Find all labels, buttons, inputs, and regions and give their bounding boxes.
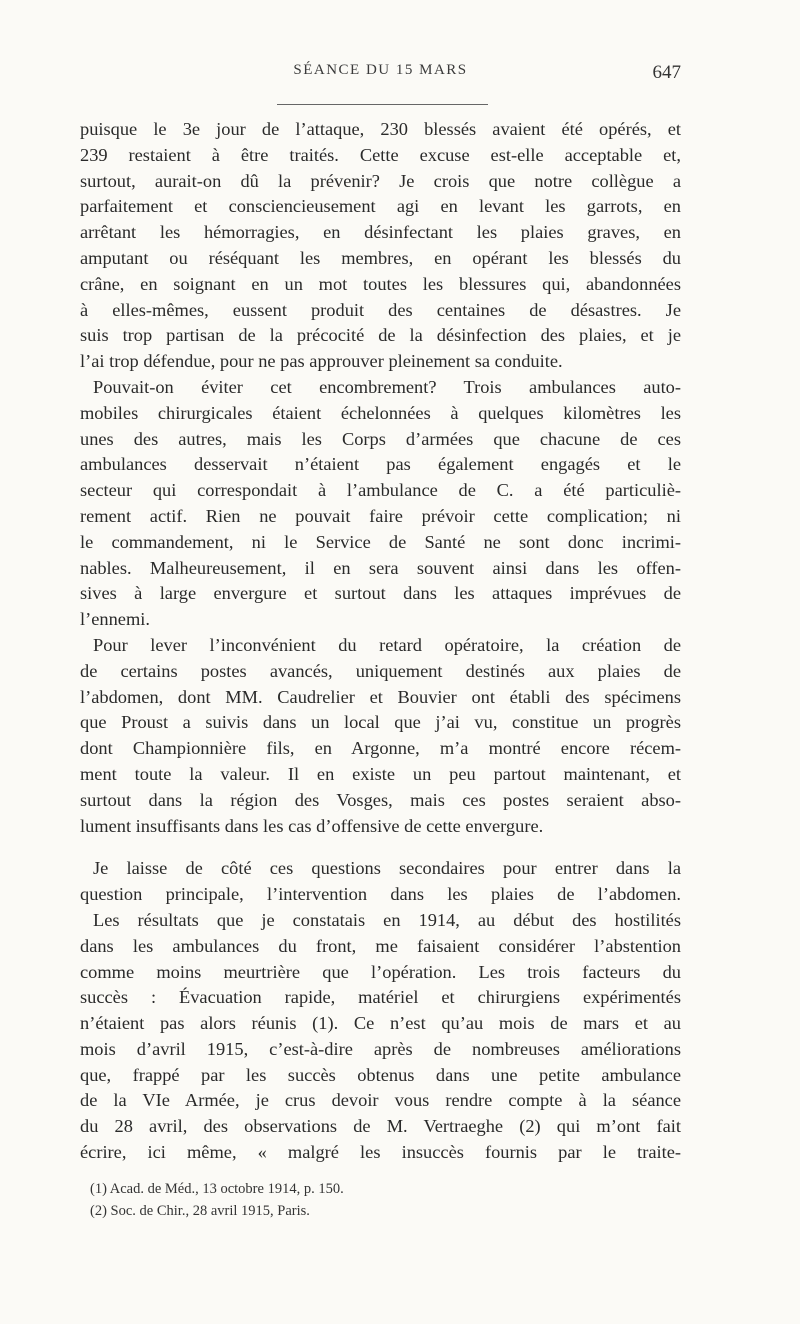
text-line: Pour lever l’inconvénient du retard opératoire, la création de xyxy=(93,634,681,655)
text-line: secteur qui correspondait à l’ambulance de C. a été particuliè- xyxy=(80,480,681,501)
text-line: rement actif. Rien ne pouvait faire prévoir cette complication; ni xyxy=(80,505,681,526)
text-line: comme moins meurtrière que l’opération. Les trois facteurs du xyxy=(80,961,681,982)
text-line: mois d’avril 1915, c’est-à-dire après de nombreuses améliorations xyxy=(80,1038,681,1059)
text-line: n’étaient pas alors réunis (1). Ce n’est qu’au mois de mars et au xyxy=(80,1013,681,1034)
text-line: succès : Évacuation rapide, matériel et chirurgiens expérimentés xyxy=(80,987,681,1008)
text-line: le commandement, ni le Service de Santé ne sont donc incrimi- xyxy=(80,531,681,552)
text-line: suis trop partisan de la précocité de la désinfection des plaies, et je xyxy=(80,325,681,346)
text-line: à elles-mêmes, eussent produit des centaines de désastres. Je xyxy=(80,299,681,320)
text-line: Les résultats que je constatais en 1914, au début des hostilités xyxy=(93,909,681,930)
text-line: unes des autres, mais les Corps d’armées que chacune de ces xyxy=(80,428,681,449)
text-line: l’abdomen, dont MM. Caudrelier et Bouvier ont établi des spécimens xyxy=(80,686,681,707)
text-line: ambulances desservait n’étaient pas également engagés et le xyxy=(80,454,681,475)
footnotes xyxy=(90,1178,650,1222)
text-line: dont Championnière fils, en Argonne, m’a montré encore récem- xyxy=(80,738,681,759)
text-line: ment toute la valeur. Il en existe un peu partout maintenant, et xyxy=(80,763,681,784)
footnote: (2) Soc. de Chir., 28 avril 1915, Paris. xyxy=(90,1203,310,1219)
body-text xyxy=(80,117,681,1166)
page-number: 647 xyxy=(652,62,681,83)
text-line: sives à large envergure et surtout dans les attaques imprévues de xyxy=(80,583,681,604)
text-line: lument insuffisants dans les cas d’offensive de cette envergure. xyxy=(80,815,544,836)
text-line: question principale, l’intervention dans les plaies de l’abdomen. xyxy=(80,884,681,905)
text-line: l’ennemi. xyxy=(80,609,150,630)
text-line: parfaitement et consciencieusement agi en levant les garrots, en xyxy=(80,196,681,217)
text-line: nables. Malheureusement, il en sera souvent ainsi dans les offen- xyxy=(80,557,681,578)
page-header xyxy=(80,62,681,86)
text-line: de certains postes avancés, uniquement destinés aux plaies de xyxy=(80,660,681,681)
header-rule xyxy=(277,104,488,105)
text-line: amputant ou réséquant les membres, en opérant les blessés du xyxy=(80,247,681,268)
text-line: puisque le 3e jour de l’attaque, 230 blessés avaient été opérés, et xyxy=(80,119,681,139)
text-line: de la VIe Armée, je crus devoir vous rendre compte à la séance xyxy=(80,1090,681,1111)
text-line: Pouvait-on éviter cet encombrement? Trois ambulances auto- xyxy=(93,376,681,397)
text-line: surtout dans la région des Vosges, mais ces postes seraient abso- xyxy=(80,789,681,810)
text-line: dans les ambulances du front, me faisaient considérer l’abstention xyxy=(80,935,681,956)
text-line: du 28 avril, des observations de M. Vertraeghe (2) qui m’ont fait xyxy=(80,1116,681,1137)
running-title: SÉANCE DU 15 MARS xyxy=(293,62,468,78)
text-line: mobiles chirurgicales étaient échelonnées à quelques kilomètres les xyxy=(80,402,681,423)
text-line: que, frappé par les succès obtenus dans une petite ambulance xyxy=(80,1064,681,1085)
text-line: Je laisse de côté ces questions secondaires pour entrer dans la xyxy=(93,858,681,879)
text-line: surtout, aurait-on dû la prévenir? Je crois que notre collègue a xyxy=(80,170,681,191)
text-line: écrire, ici même, « malgré les insuccès fournis par le traite- xyxy=(80,1142,681,1163)
footnote: (1) Acad. de Méd., 13 octobre 1914, p. 150. xyxy=(90,1181,344,1197)
text-line: que Proust a suivis dans un local que j’ai vu, constitue un progrès xyxy=(80,712,681,733)
text-line: 239 restaient à être traités. Cette excuse est-elle acceptable et, xyxy=(80,144,681,165)
text-line: crâne, en soignant en un mot toutes les blessures qui, abandonnées xyxy=(80,273,681,294)
text-line: l’ai trop défendue, pour ne pas approuver pleinement sa conduite. xyxy=(80,351,563,372)
text-line: arrêtant les hémorragies, en désinfectant les plaies graves, en xyxy=(80,222,681,243)
